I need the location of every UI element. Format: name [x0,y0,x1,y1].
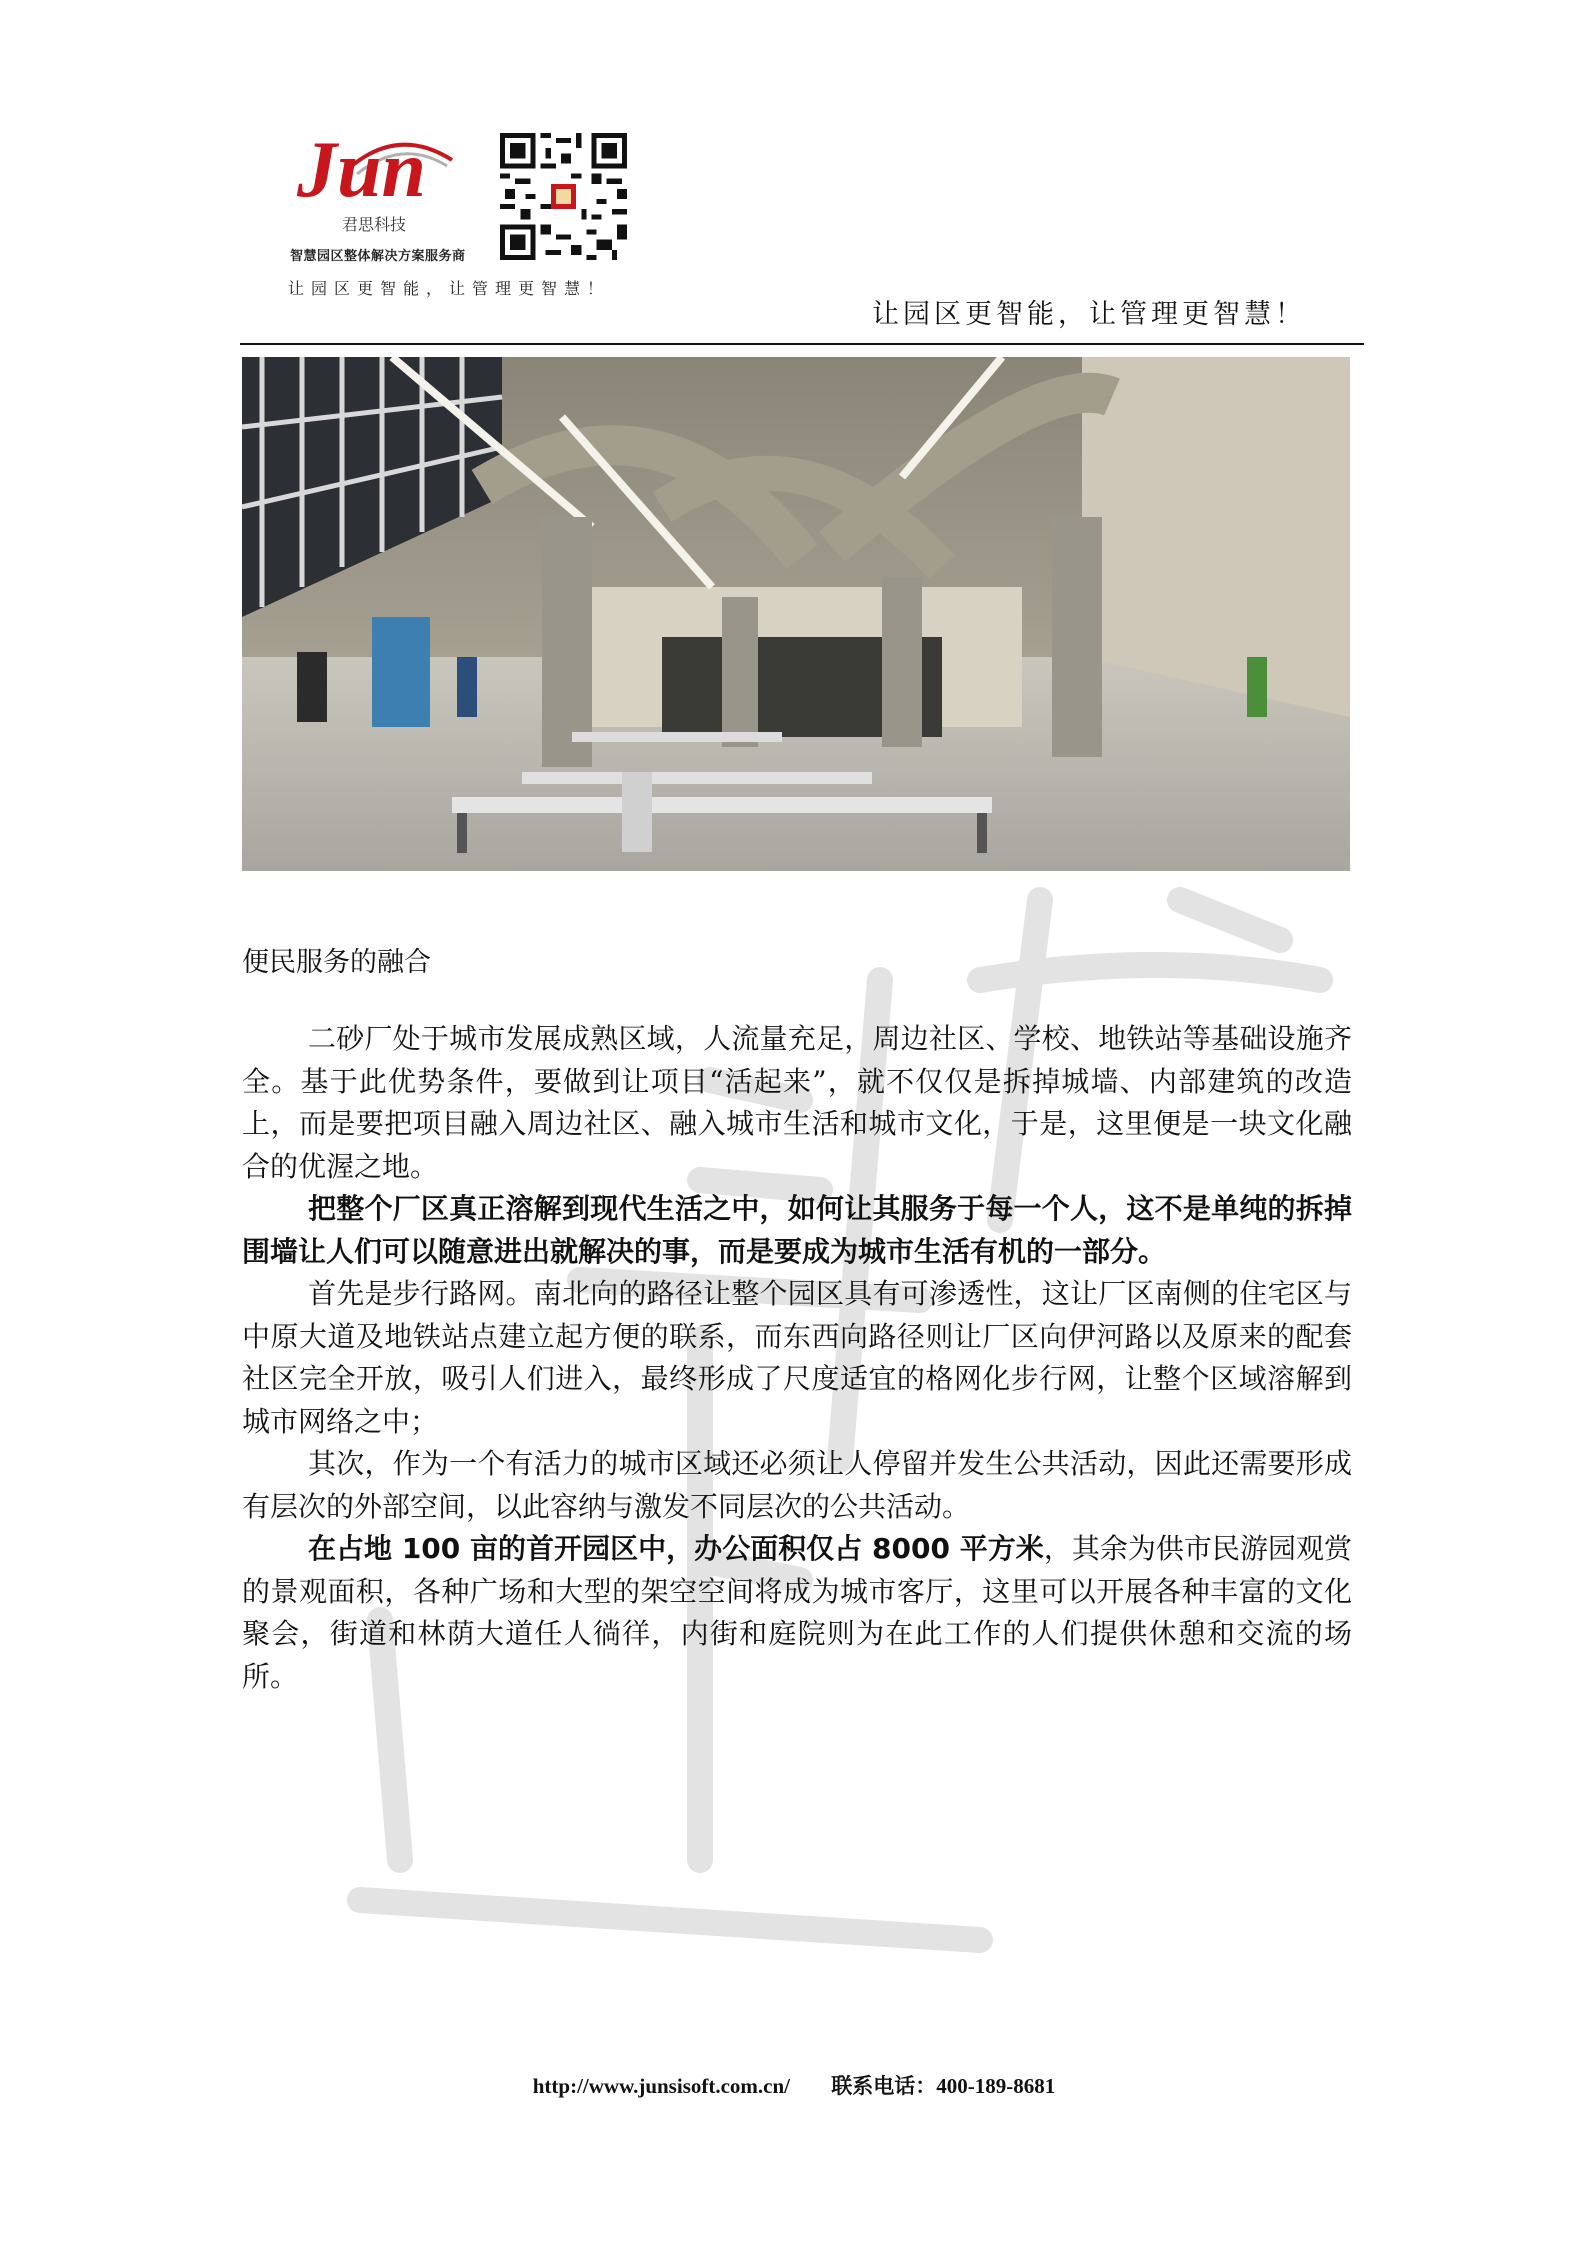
slogan-spaced: 让园区更智能，让管理更智慧！ [288,279,611,298]
paragraph-3: 首先是步行路网。南北向的路径让整个园区具有可渗透性，这让厂区南侧的住宅区与中原大道及地铁站点建立起方便的联系，而东西向路径则让厂区向伊河路以及原来的配套社区完全开放，吸引人们进入，最终形成了尺度适宜的格网化步行网，让整个区域溶解到城市网络之中； [242,1277,1352,1438]
footer-phone: 联系电话：400-189-8681 [831,2074,1056,2098]
paragraph-5-bold: 在占地 100 亩的首开园区中，办公面积仅占 8000 平方米 [308,1532,1044,1565]
page-footer [0,2070,1588,2100]
paragraph-1: 二砂厂处于城市发展成熟区域，人流量充足，周边社区、学校、地铁站等基础设施齐全。基于此优势条件，要做到让项目“活起来”，就不仅仅是拆掉城墙、内部建筑的改造上，而是要把项目融入周边社区、融入城市生活和城市文化，于是，这里便是一块文化融合的优渥之地。 [242,1022,1352,1183]
article-body [242,1018,1352,1698]
section-title: 便民服务的融合 [242,947,431,978]
logo-subtitle: 君思科技 [342,215,407,234]
company-tagline: 智慧园区整体解决方案服务商 [290,249,466,264]
paragraph-2-bold: 把整个厂区真正溶解到现代生活之中，如何让其服务于每一个人，这不是单纯的拆掉围墙让人们可以随意进出就解决的事，而是要成为城市生活有机的一部分。 [242,1192,1352,1268]
header-slogan: 让园区更智能，让管理更智慧！ [872,299,1306,330]
paragraph-5-rest: ，其余为供市民游园观赏的景观面积，各种广场和大型的架空空间将成为城市客厅，这里可以开展各种丰富的文化聚会，街道和林荫大道任人徜徉，内街和庭院则为在此工作的人们提供休憩和交流的场所。 [242,1532,1352,1693]
paragraph-4: 其次，作为一个有活力的城市区域还必须让人停留并发生公共活动，因此还需要形成有层次的外部空间，以此容纳与激发不同层次的公共活动。 [242,1447,1352,1523]
header-divider [240,343,1364,345]
industrial-hall-photo [242,357,1350,871]
logo-wordmark: Jun [297,126,426,214]
paragraph-5 [242,1528,1352,1698]
qr-code-icon [500,133,627,260]
footer-url[interactable]: http://www.junsisoft.com.cn/ [532,2074,790,2098]
